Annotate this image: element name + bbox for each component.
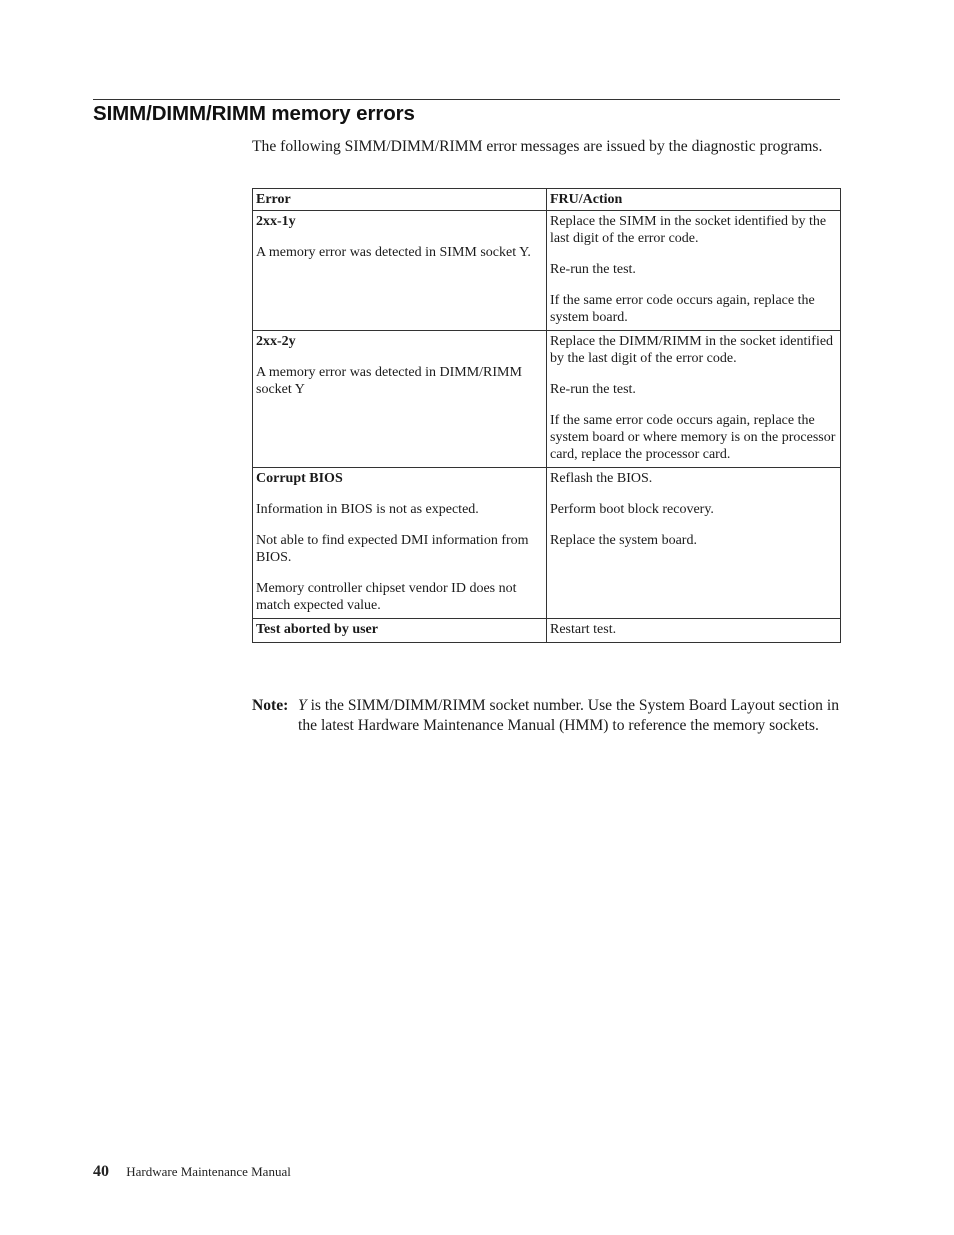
action-cell — [547, 619, 841, 643]
document-title: Hardware Maintenance Manual — [126, 1164, 291, 1179]
error-code: 2xx-2y — [256, 334, 296, 349]
action-step: Replace the DIMM/RIMM in the socket identified by the last digit of the error code. — [550, 334, 834, 366]
error-description: A memory error was detected in DIMM/RIMM socket Y — [256, 365, 522, 397]
note-label: Note: — [252, 697, 289, 714]
error-table — [252, 188, 841, 643]
action-cell — [547, 468, 841, 619]
error-code: Test aborted by user — [256, 622, 378, 637]
page-number: 40 — [93, 1163, 109, 1180]
table-row — [253, 619, 841, 643]
note-text: is the SIMM/DIMM/RIMM socket number. Use the System Board Layout section in the latest Hardware Maintenance Manual (HMM) to reference the memory sockets. — [298, 697, 839, 734]
table-header-row — [253, 189, 841, 211]
error-cell — [253, 211, 547, 331]
error-cell — [253, 619, 547, 643]
action-step: Re-run the test. — [550, 262, 636, 277]
intro-paragraph: The following SIMM/DIMM/RIMM error messages are issued by the diagnostic programs. — [252, 138, 823, 155]
action-step: Replace the SIMM in the socket identified by the last digit of the error code. — [550, 214, 827, 246]
heading-rule — [93, 99, 840, 100]
action-step: Replace the system board. — [550, 533, 697, 548]
table-row — [253, 468, 841, 619]
note-block — [252, 696, 842, 735]
table-row — [253, 211, 841, 331]
error-description: Memory controller chipset vendor ID does not match expected value. — [256, 581, 517, 613]
table-row — [253, 331, 841, 468]
action-step: Perform boot block recovery. — [550, 502, 714, 517]
action-step: Reflash the BIOS. — [550, 471, 653, 486]
error-cell — [253, 331, 547, 468]
action-step: Restart test. — [550, 622, 617, 637]
note-body — [298, 696, 842, 735]
error-code: 2xx-1y — [256, 214, 296, 229]
error-description: A memory error was detected in SIMM socket Y. — [256, 245, 531, 260]
error-description: Information in BIOS is not as expected. — [256, 502, 479, 517]
note-variable: Y — [298, 697, 307, 714]
action-step: If the same error code occurs again, replace the system board. — [550, 293, 815, 325]
action-step: If the same error code occurs again, replace the system board or where memory is on the processor card, replace the processor card. — [550, 413, 836, 462]
error-cell — [253, 468, 547, 619]
column-header-error: Error — [253, 189, 547, 211]
column-header-fru-action: FRU/Action — [547, 189, 841, 211]
action-cell — [547, 331, 841, 468]
action-step: Re-run the test. — [550, 382, 636, 397]
page-footer — [93, 1163, 291, 1181]
page-title: SIMM/DIMM/RIMM memory errors — [93, 102, 415, 125]
error-code: Corrupt BIOS — [256, 471, 343, 486]
error-description: Not able to find expected DMI information from BIOS. — [256, 533, 529, 565]
action-cell — [547, 211, 841, 331]
